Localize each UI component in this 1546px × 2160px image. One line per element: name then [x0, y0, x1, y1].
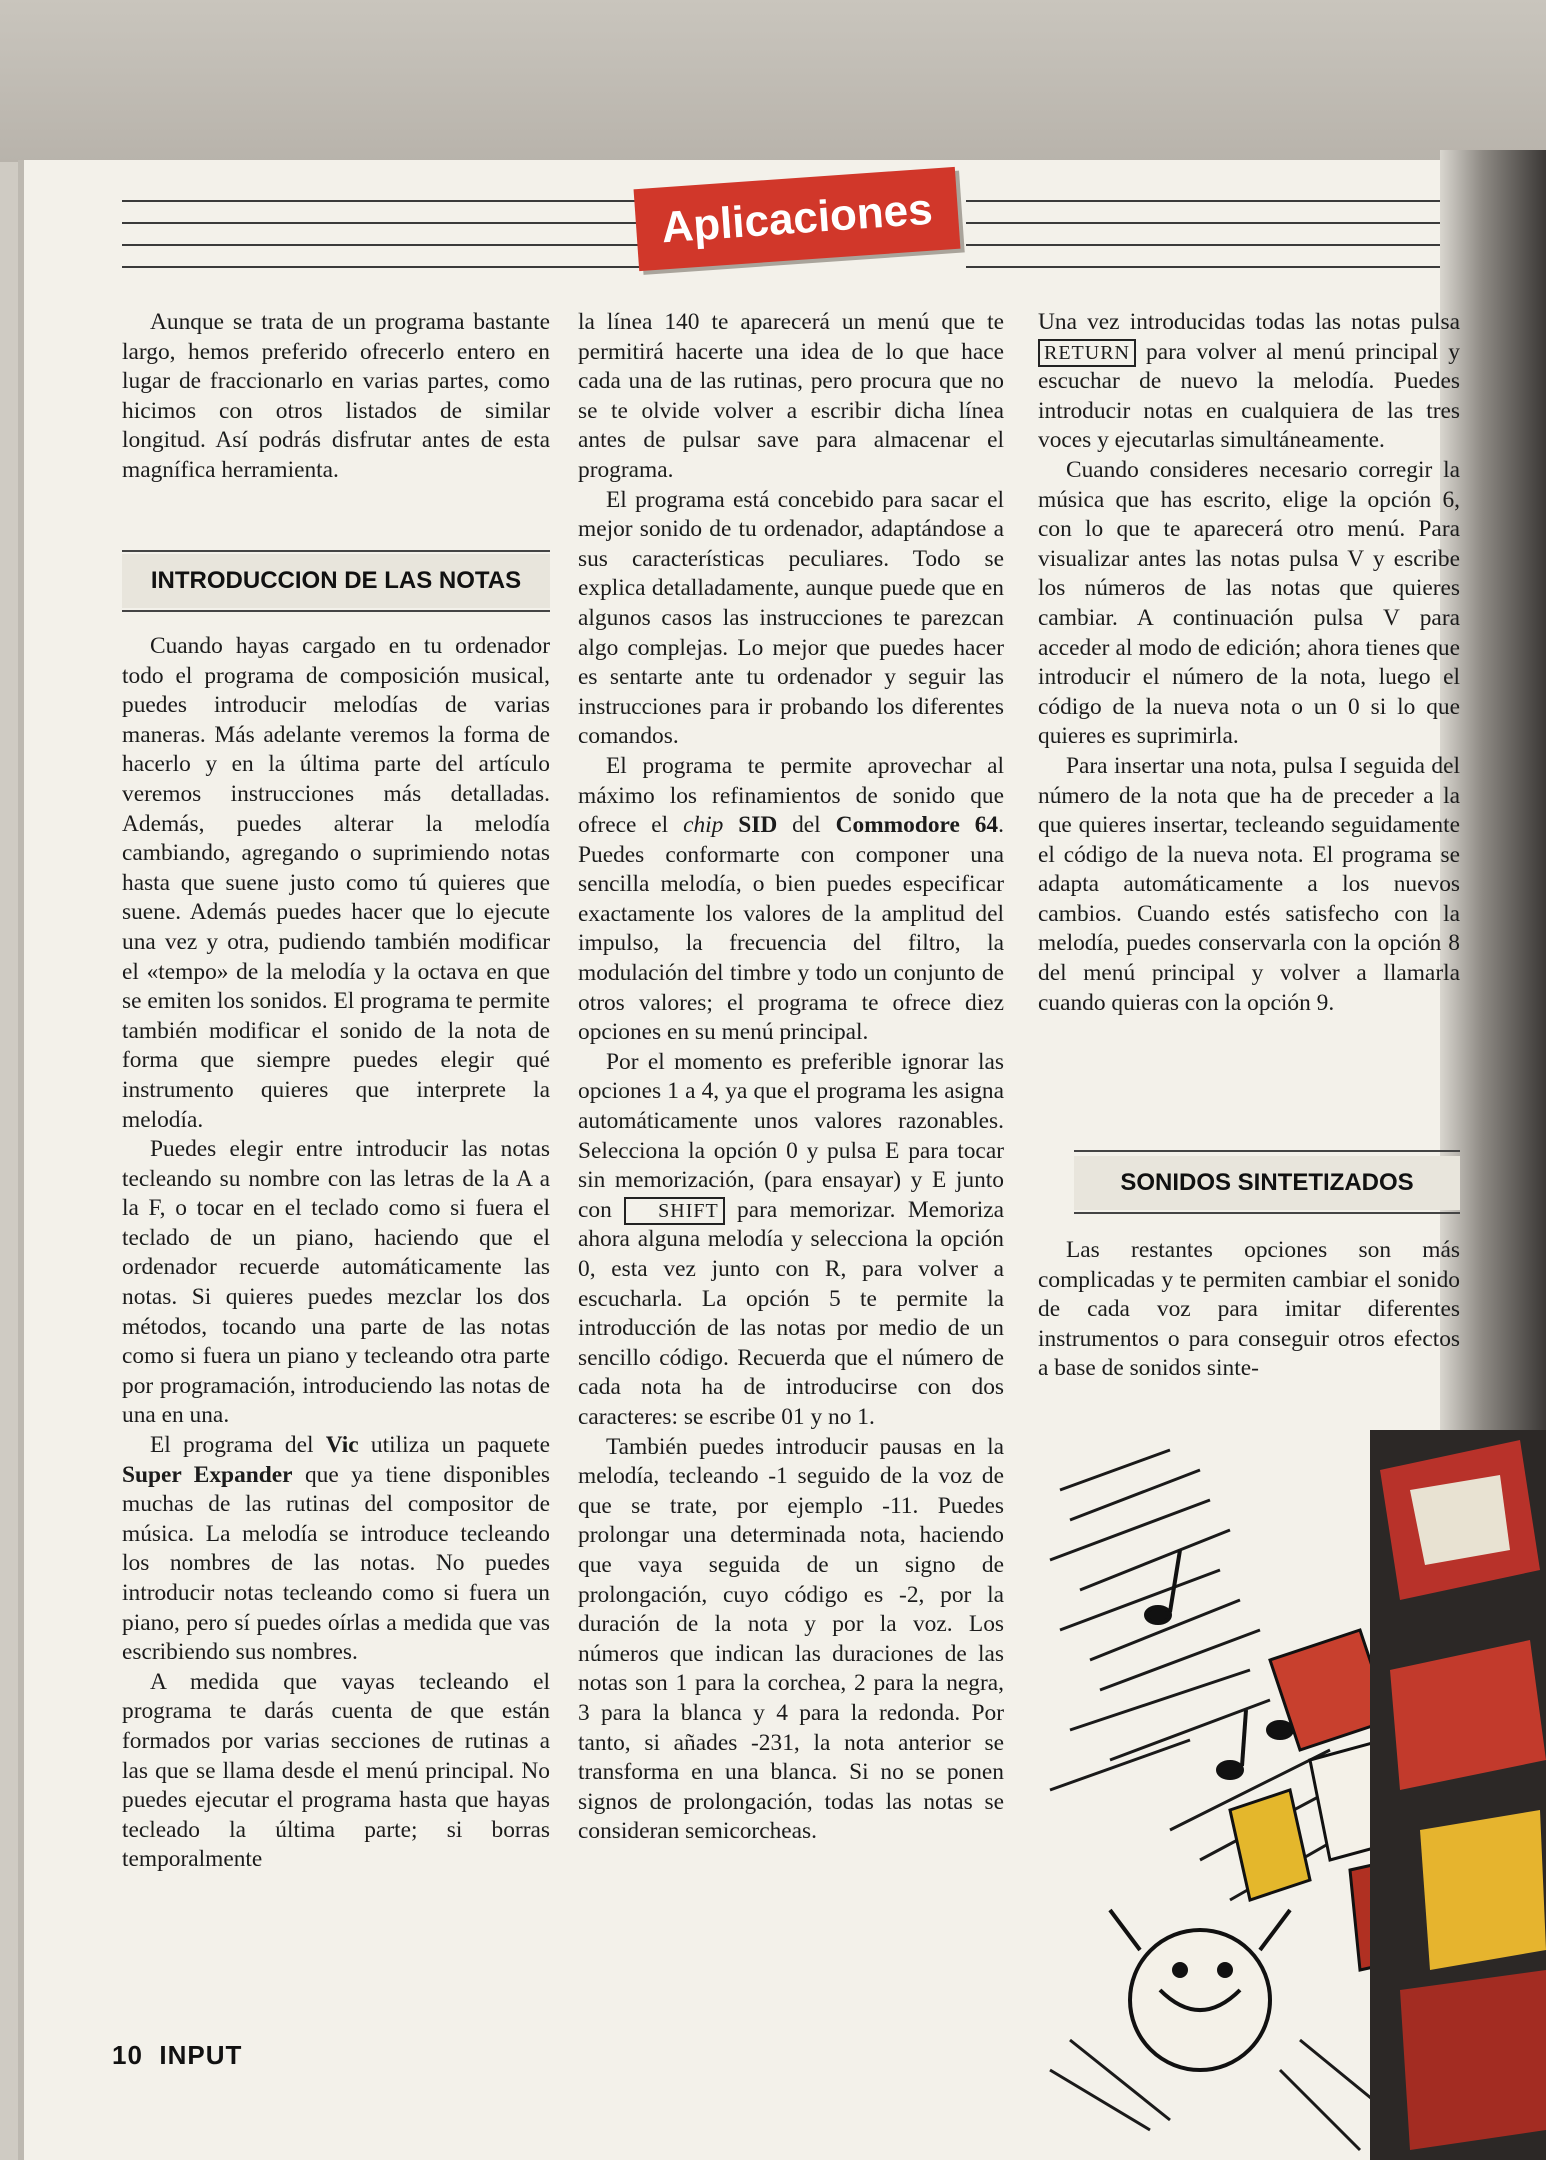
header-rule [966, 222, 1440, 224]
note-icon [1218, 1710, 1246, 1778]
text-run: para memorizar. Memoriza ahora alguna melodía y selecciona la opción 0, esta vez junto con R, para volver a escucharla. La opción 5 te permite la introducción de las notas por medio de un sencillo código. Recuerda que el número de cada nota ha de introducirse con dos caracteres: se escribe 01 y no 1. [578, 1196, 1004, 1430]
text-run: del [777, 812, 836, 839]
text-run: Por el momento es preferible ignorar las opciones 1 a 4, ya que el programa les asigna automáticamente unos valores razonables. Selecciona la opción 0 y pulsa E para tocar sin memorización, (para ensayar) y E junto con [578, 1048, 1004, 1223]
page-number: 10 [112, 2040, 143, 2070]
text-run: para volver al menú principal y escuchar de nuevo la melodía. Puedes introducir notas en cualquiera de las tres voces y ejecutarlas simultáneamente. [1038, 338, 1460, 454]
section-heading: SONIDOS SINTETIZADOS [1074, 1156, 1460, 1210]
column-2 [578, 308, 1004, 1847]
bold-term: Vic [325, 1432, 359, 1459]
bold-term: Commodore 64 [835, 812, 999, 839]
paragraph: También puedes introducir pausas en la melodía, tecleando -1 seguido de la voz de que se trate, por ejemplo -11. Puedes prolongar una determinada nota, haciendo que vaya seguida de un signo de prolongación, cuyo código es -2, por la duración de la nota y por la voz. Los números que indican las duraciones de las notas son 1 para la corchea, 2 para la negra, 3 para la blanca y 4 para la redonda. Por tanto, si añades -231, la nota anterior se transforma en una blanca. Si no se ponen signos de prolongación, todas las notas se consideran semicorcheas. [578, 1433, 1004, 1845]
paragraph: Para insertar una nota, pulsa I seguida del número de la nota que ha de preceder a la que quieres insertar, tecleando seguidamente el código de la nueva nota. El programa se adapta automáticamente a los nuevos cambios. Cuando estés satisfecho con la melodía, puedes conservarla con la opción 8 del menú principal y volver a llamarla cuando quieras con la opción 9. [1038, 752, 1460, 1016]
header-rule [122, 200, 642, 202]
paragraph: A medida que vayas tecleando el programa te darás cuenta de que están formados por varias secciones de rutinas a las que se llama desde el menú principal. No puedes ejecutar el programa hasta que hayas tecleado la última parte; si borras temporalmente [122, 1668, 550, 1873]
heading-rule-bottom [1074, 1212, 1460, 1214]
paragraph: la línea 140 te aparecerá un menú que te permitirá hacerte una idea de lo que hace cada una de las rutinas, pero procura que no se te olvide volver a escribir dicha línea antes de pulsar save para almacenar el programa. [578, 309, 1004, 483]
column-3-bottom [1038, 1236, 1460, 1384]
column-1-body [122, 632, 550, 1875]
header-rule [966, 266, 1440, 268]
paragraph: Cuando hayas cargado en tu ordenador todo el programa de composición musical, puedes introducir melodías de varias maneras. Más adelante veremos la forma de hacerlo y en la última parte del artículo veremos instrucciones más detalladas. Además, puedes alterar la melodía cambiando, agregando o suprimiendo notas hasta que suene justo como tú quieres que suene. Además puedes hacer que lo ejecute una vez y otra, pudiendo también modificar el «tempo» de la melodía y la octava en que se emiten los sonidos. El programa te permite también modificar el sonido de la nota de forma que siempre puedes elegir qué instrumento quieres que interprete la melodía. [122, 633, 550, 1133]
paragraph [1038, 308, 1460, 456]
header-rule [966, 244, 1440, 246]
shift-key-label: SHIFT [624, 1197, 725, 1225]
paragraph: Las restantes opciones son más complicadas y te permiten cambiar el sonido de cada voz para imitar diferentes instrumentos o para conseguir otros efectos a base de sonidos sinte- [1038, 1237, 1460, 1382]
text-run: . Puedes conformarte con componer una sencilla melodía, o bien puedes especificar exactamente los valores de la amplitud del impulso, la frecuencia del filtro, la modulación del timbre y todo un conjunto de otros valores; el programa te ofrece diez opciones en su menú principal. [578, 812, 1004, 1046]
italic-term: chip [683, 812, 724, 839]
heading-rule-bottom [122, 610, 550, 612]
heading-rule-top [122, 550, 550, 552]
heading-rule-top [1074, 1150, 1460, 1152]
page-left-edge [18, 160, 24, 2160]
paragraph: Cuando consideres necesario corregir la música que has escrito, elige la opción 6, con lo que te aparecerá otro menú. Para visualizar antes las notas pulsa V y escribe los números de las notas que quieres cambiar. A continuación pulsa V para acceder al modo de edición; ahora tienes que introducir el número de la nota, luego el código de la nueva nota o un 0 si lo que quieres es suprimirla. [1038, 456, 1460, 750]
header-rule [122, 222, 642, 224]
bold-term: Super Expander [122, 1461, 293, 1488]
section-title: Aplicaciones [659, 184, 935, 253]
text-run: utiliza un paquete [358, 1432, 550, 1459]
scan-background-top [0, 0, 1546, 162]
adjacent-page-illustration [1370, 1430, 1546, 2160]
column-3 [1038, 308, 1460, 1018]
paragraph [578, 1048, 1004, 1433]
magazine-name: INPUT [159, 2040, 243, 2070]
paragraph [122, 1431, 550, 1668]
section-heading: INTRODUCCION DE LAS NOTAS [122, 554, 550, 608]
return-key-label: RETURN [1038, 339, 1136, 367]
header-rule [122, 244, 642, 246]
column-1-intro [122, 308, 550, 486]
page-footer [112, 2040, 242, 2071]
text-run: El programa te permite aprovechar al máximo los refinamientos de sonido que ofrece el [578, 752, 1004, 839]
paragraph: Puedes elegir entre introducir las notas tecleando su nombre con las letras de la A a la F, o tocar en el teclado como si fuera el teclado de un piano, haciendo que el ordenador recuerde automáticamente las notas. Si quieres puedes mezclar los dos métodos, tocando una parte de las notas como si fuera un piano y tecleando otra parte por programación, introduciendo las notas de una en una. [122, 1136, 550, 1429]
paragraph [578, 752, 1004, 1048]
cartoon-face [1110, 1910, 1290, 2070]
bold-term: SID [738, 812, 778, 839]
text-run: Una vez introducidas todas las notas pulsa [1038, 309, 1460, 335]
header-rule [122, 266, 642, 268]
text-run: que ya tiene disponibles muchas de las rutinas del compositor de música. La melodía se introduce tecleando los nombres de las notas. No puedes introducir notas tecleando como si fuera un piano, pero sí puedes oírlas a medida que vas escribiendo sus nombres. [122, 1461, 550, 1666]
paragraph: Aunque se trata de un programa bastante largo, hemos preferido ofrecerlo entero en lugar de fraccionarlo en varias partes, como hicimos con otros listados de similar longitud. Así podrás disfrutar antes de esta magnífica herramienta. [122, 309, 550, 483]
text-run: El programa del [150, 1432, 326, 1459]
header-rule [966, 200, 1440, 202]
paragraph: El programa está concebido para sacar el mejor sonido de tu ordenador, adaptándose a sus características peculiares. Todo se explica detalladamente, aunque puede que en algunos casos las instrucciones te parezcan algo complejas. Lo mejor que puedes hacer es sentarte ante tu ordenador y seguir las instrucciones para ir probando los diferentes comandos. [578, 486, 1004, 750]
